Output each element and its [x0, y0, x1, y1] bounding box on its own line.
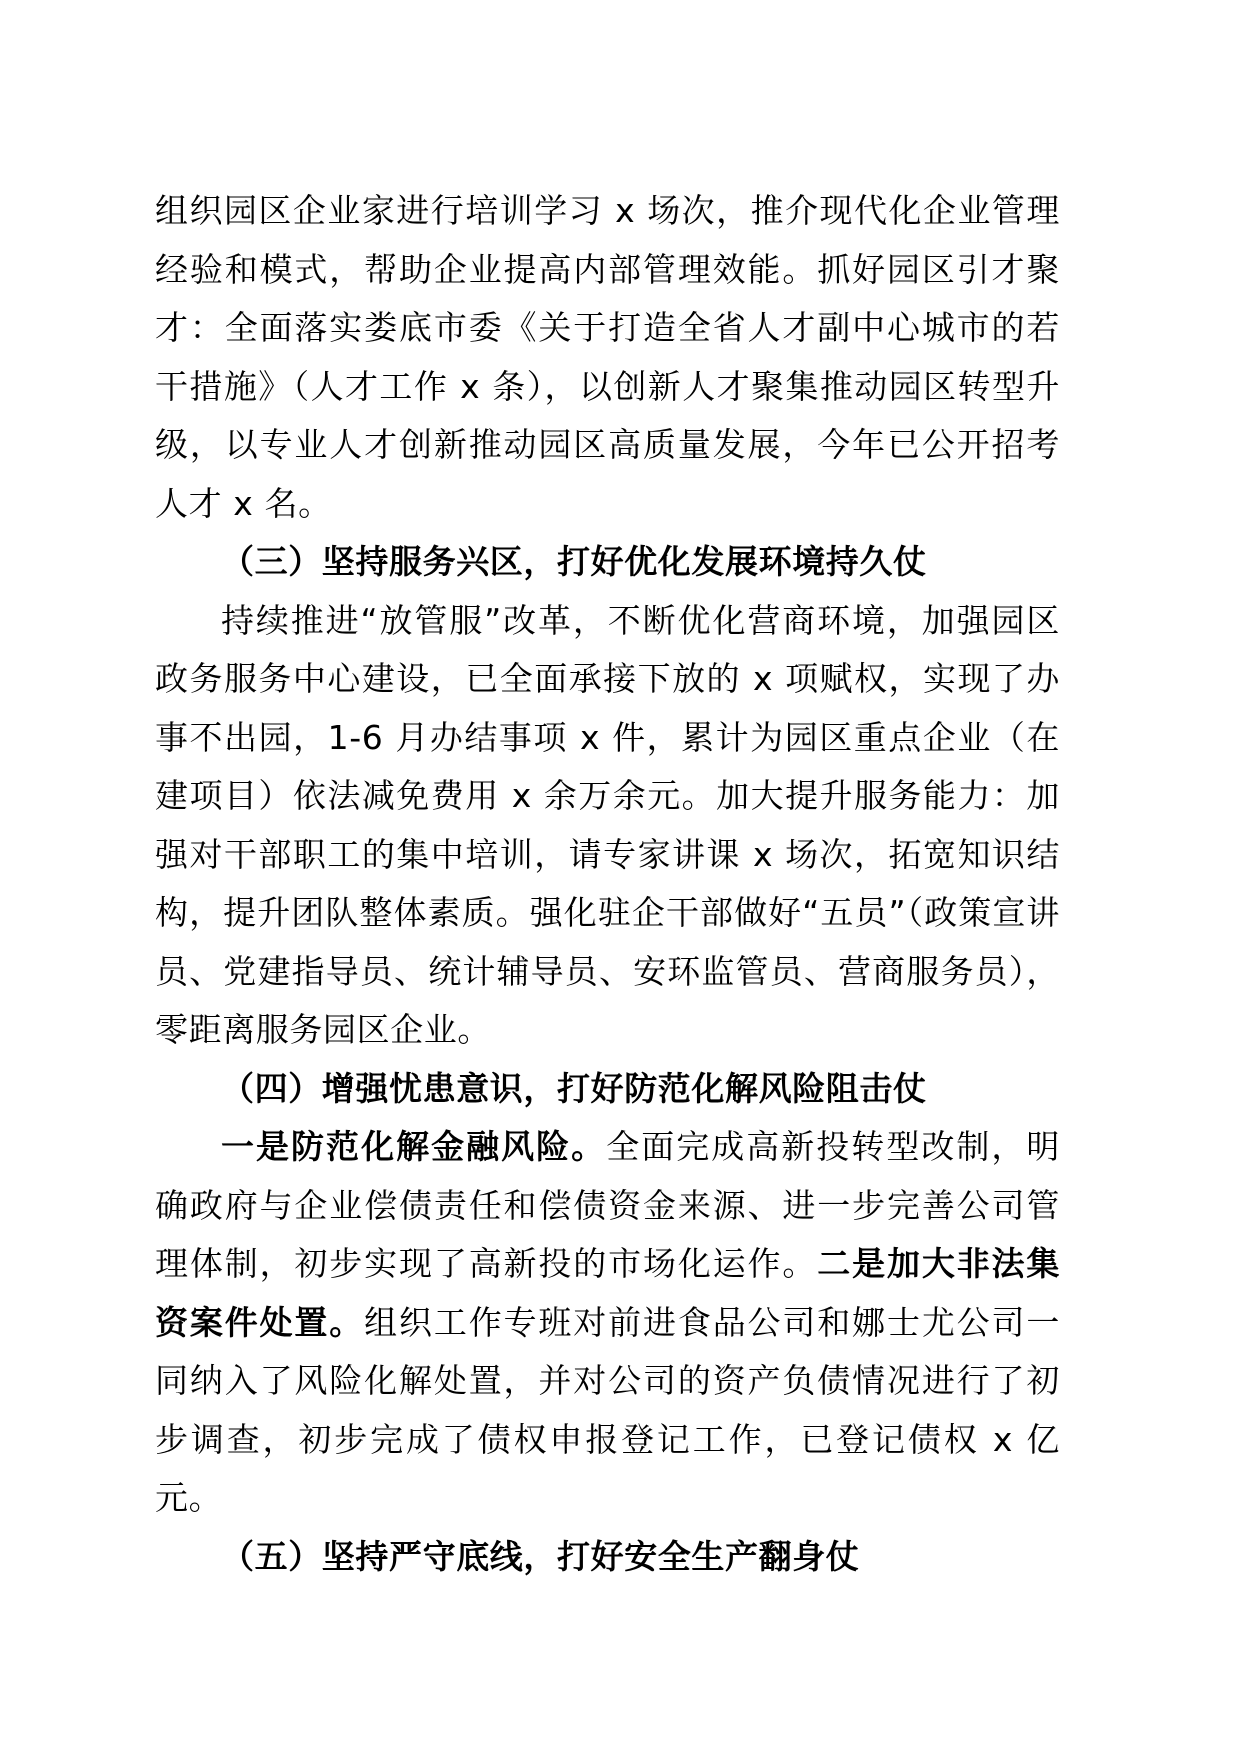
- risk-point-2-text: 组织工作专班对前进食品公司和娜士尤公司一同纳入了风险化解处置，并对公司的资产负债情况进行了初步调查，初步完成了债权申报登记工作，已登记债权 x 亿元。: [155, 1302, 1060, 1517]
- section-heading-3: （三）坚持服务兴区，打好优化发展环境持久仗: [221, 542, 927, 581]
- section-heading-4: （四）增强忧患意识，打好防范化解风险阻击仗: [221, 1068, 927, 1108]
- risk-point-1-text: 全面完成高新投转型改制，明确政府与企业偿债责任和偿债资金来源、进一步完善公司管理体制，初步实现了高新投的市场化运作。: [155, 1127, 1060, 1283]
- paragraph-talent: 组织园区企业家进行培训学习 x 场次，推介现代化企业管理经验和模式，帮助企业提高内部管理效能。抓好园区引才聚才：全面落实娄底市委《关于打造全省人才副中心城市的若干措施》（人才工作 x 条），以创新人才聚集推动园区转型升级，以专业人才创新推动园区高质量发展，今年已公开招考人才 x 名。: [155, 191, 1060, 523]
- risk-point-1-title: 一是防范化解金融风险。: [221, 1127, 607, 1166]
- section-heading-5: （五）坚持严守底线，打好安全生产翻身仗: [221, 1536, 860, 1576]
- risk-point-2-title: 二是加大非法集资案件处置。: [155, 1244, 1060, 1342]
- paragraph-risk: [155, 1118, 1060, 1528]
- paragraph-service: 持续推进“放管服”改革，不断优化营商环境，加强园区政务服务中心建设，已全面承接下放的 x 项赋权，实现了办事不出园，1-6 月办结事项 x 件，累计为园区重点企业（在建项目）依法减免费用 x 余万余元。加大提升服务能力：加强对干部职工的集中培训，请专家讲课 x 场次，拓宽知识结构，提升团队整体素质。强化驻企干部做好“五员”（政策宣讲员、党建指导员、统计辅导员、安环监管员、营商服务员），零距离服务园区企业。: [155, 600, 1060, 1049]
- document-body: [155, 182, 1060, 1586]
